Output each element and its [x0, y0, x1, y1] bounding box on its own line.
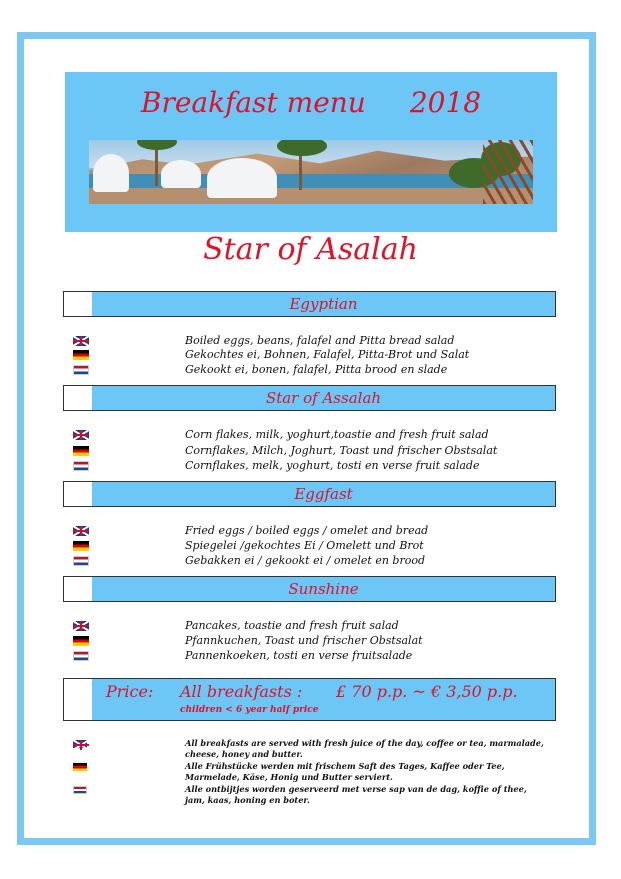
- netherlands-flag-icon: [73, 651, 89, 661]
- item-text: Cornflakes, melk, yoghurt, tosti en verse fruit salade: [185, 459, 480, 472]
- resort-photo: [89, 140, 533, 204]
- uk-flag-icon: [73, 526, 89, 536]
- item-text: Gekochtes ei, Bohnen, Falafel, Pitta-Brot und Salat: [185, 348, 470, 361]
- menu-item-de: [0, 444, 621, 459]
- germany-flag-icon: [73, 446, 89, 456]
- section-sunshine: [63, 576, 556, 602]
- item-text: Fried eggs / boiled eggs / omelet and bread: [185, 524, 429, 537]
- menu-item-nl: [0, 649, 621, 664]
- header-banner: [65, 72, 557, 232]
- menu-item-en: [0, 524, 621, 539]
- menu-item-de: [0, 634, 621, 649]
- menu-title-text: Breakfast menu: [140, 86, 366, 119]
- item-text: Boiled eggs, beans, falafel and Pitta bread salad: [185, 334, 455, 347]
- section-title: Eggfast: [294, 485, 353, 503]
- item-text: Gekookt ei, bonen, falafel, Pitta brood en slade: [185, 363, 448, 376]
- section-eggfast: [63, 481, 556, 507]
- netherlands-flag-icon: [73, 461, 89, 471]
- menu-item-de: [0, 539, 621, 554]
- netherlands-flag-icon: [73, 365, 89, 375]
- menu-item-en: [0, 334, 621, 349]
- item-text: Gebakken ei / gekookt ei / omelet en brood: [185, 554, 426, 567]
- price-label: Price:: [106, 682, 154, 701]
- menu-year: 2018: [409, 86, 482, 119]
- note-text: Alle ontbijtjes worden geserveerd met verse sap van de dag, koffie of thee, jam, kaas, honing en boter.: [185, 784, 527, 805]
- menu-item-en: [0, 619, 621, 634]
- uk-flag-icon: [73, 740, 87, 748]
- price-value: £ 70 p.p. ~ € 3,50 p.p.: [336, 682, 518, 701]
- germany-flag-icon: [73, 350, 89, 360]
- item-text: Pancakes, toastie and fresh fruit salad: [185, 619, 399, 632]
- item-text: Pfannkuchen, Toast und frischer Obstsalat: [185, 634, 423, 647]
- section-title: Sunshine: [288, 580, 359, 598]
- price-all-label: All breakfasts :: [180, 682, 303, 701]
- note-text: Alle Frühstücke werden mit frischem Saft des Tages, Kaffee oder Tee, Marmelade, Käse, Honig und Butter serviert.: [185, 761, 505, 782]
- uk-flag-icon: [73, 336, 89, 346]
- germany-flag-icon: [73, 636, 89, 646]
- item-text: Spiegelei /gekochtes Ei / Omelett und Brot: [185, 539, 424, 552]
- germany-flag-icon: [73, 541, 89, 551]
- menu-item-nl: [0, 459, 621, 474]
- item-text: Cornflakes, Milch, Joghurt, Toast und frischer Obstsalat: [185, 444, 498, 457]
- item-text: Pannenkoeken, tosti en verse fruitsalade: [185, 649, 413, 662]
- section-title: Egyptian: [289, 295, 358, 313]
- menu-item-de: [0, 348, 621, 363]
- price-box: [63, 678, 556, 721]
- menu-item-nl: [0, 554, 621, 569]
- note-text: All breakfasts are served with fresh juice of the day, coffee or tea, marmalade, cheese, honey and butter.: [185, 738, 544, 759]
- netherlands-flag-icon: [73, 786, 87, 794]
- germany-flag-icon: [73, 763, 87, 771]
- section-egyptian: [63, 291, 556, 317]
- section-star-of-assalah: [63, 385, 556, 411]
- uk-flag-icon: [73, 621, 89, 631]
- hotel-title: Star of Asalah: [203, 232, 418, 267]
- uk-flag-icon: [73, 430, 89, 440]
- menu-title: [65, 86, 557, 119]
- section-title: Star of Assalah: [265, 389, 382, 407]
- netherlands-flag-icon: [73, 556, 89, 566]
- menu-item-en: [0, 428, 621, 443]
- menu-item-nl: [0, 363, 621, 378]
- item-text: Corn flakes, milk, yoghurt,toastie and fresh fruit salad: [185, 428, 489, 441]
- children-price-note: children < 6 year half price: [180, 705, 319, 715]
